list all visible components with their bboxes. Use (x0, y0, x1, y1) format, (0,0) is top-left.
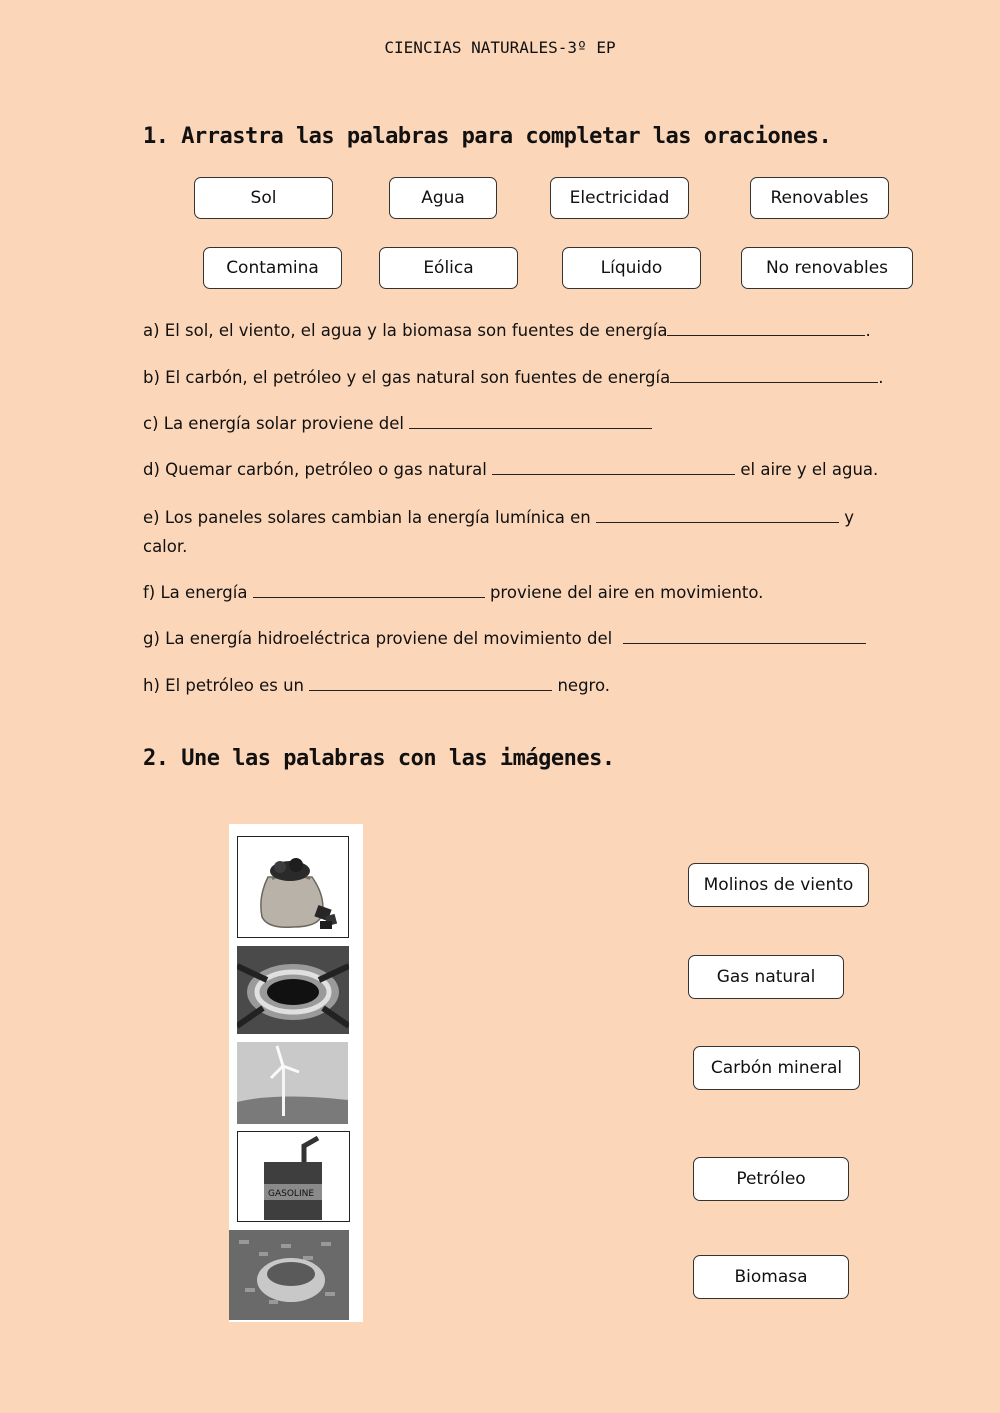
section-1-heading: 1. Arrastra las palabras para completar las oraciones. (143, 124, 832, 149)
biomass-pellets-image[interactable] (229, 1230, 349, 1320)
sentence-e-continuation: calor. (143, 537, 188, 556)
word-chip-electricidad[interactable]: Electricidad (550, 177, 689, 219)
gas-burner-image[interactable] (237, 946, 349, 1034)
answer-blank-c[interactable] (409, 412, 652, 429)
answer-blank-a[interactable] (667, 319, 865, 336)
gasoline-can-image[interactable] (237, 1131, 350, 1222)
sentence-a: a) El sol, el viento, el agua y la biomasa son fuentes de energía . (143, 321, 871, 340)
can-label: GASOLINE (268, 1189, 315, 1199)
word-chip-no-renovables[interactable]: No renovables (741, 247, 913, 289)
word-chip-liquido[interactable]: Líquido (562, 247, 701, 289)
answer-blank-g[interactable] (623, 627, 866, 644)
sentence-h: h) El petróleo es un negro. (143, 676, 611, 695)
sentence-g: g) La energía hidroeléctrica proviene del movimiento del (143, 624, 866, 653)
match-label-molinos-de-viento[interactable]: Molinos de viento (688, 863, 869, 907)
match-label-biomasa[interactable]: Biomasa (693, 1255, 849, 1299)
match-label-gas-natural[interactable]: Gas natural (688, 955, 844, 999)
coal-sack-image[interactable] (237, 836, 349, 938)
word-chip-contamina[interactable]: Contamina (203, 247, 342, 289)
sentence-c: c) La energía solar proviene del (143, 409, 652, 438)
section-2-heading: 2. Une las palabras con las imágenes. (143, 746, 615, 771)
sentence-f: f) La energía proviene del aire en movimiento. (143, 583, 764, 602)
page-title: CIENCIAS NATURALES-3º EP (384, 38, 616, 57)
sentence-d: d) Quemar carbón, petróleo o gas natural el aire y el agua. (143, 460, 879, 479)
answer-blank-h[interactable] (309, 674, 552, 691)
answer-blank-b[interactable] (670, 366, 878, 383)
answer-blank-f[interactable] (253, 581, 485, 598)
sentence-b: b) El carbón, el petróleo y el gas natural son fuentes de energía . (143, 368, 884, 387)
word-chip-renovables[interactable]: Renovables (750, 177, 889, 219)
match-label-petroleo[interactable]: Petróleo (693, 1157, 849, 1201)
answer-blank-d[interactable] (492, 458, 735, 475)
answer-blank-e[interactable] (596, 506, 839, 523)
word-chip-agua[interactable]: Agua (389, 177, 497, 219)
image-column (229, 824, 363, 1322)
word-chip-eolica[interactable]: Eólica (379, 247, 518, 289)
wind-turbine-image[interactable] (237, 1042, 348, 1124)
sentence-e: e) Los paneles solares cambian la energía lumínica en y (143, 508, 855, 527)
word-chip-sol[interactable]: Sol (194, 177, 333, 219)
match-label-carbon-mineral[interactable]: Carbón mineral (693, 1046, 860, 1090)
